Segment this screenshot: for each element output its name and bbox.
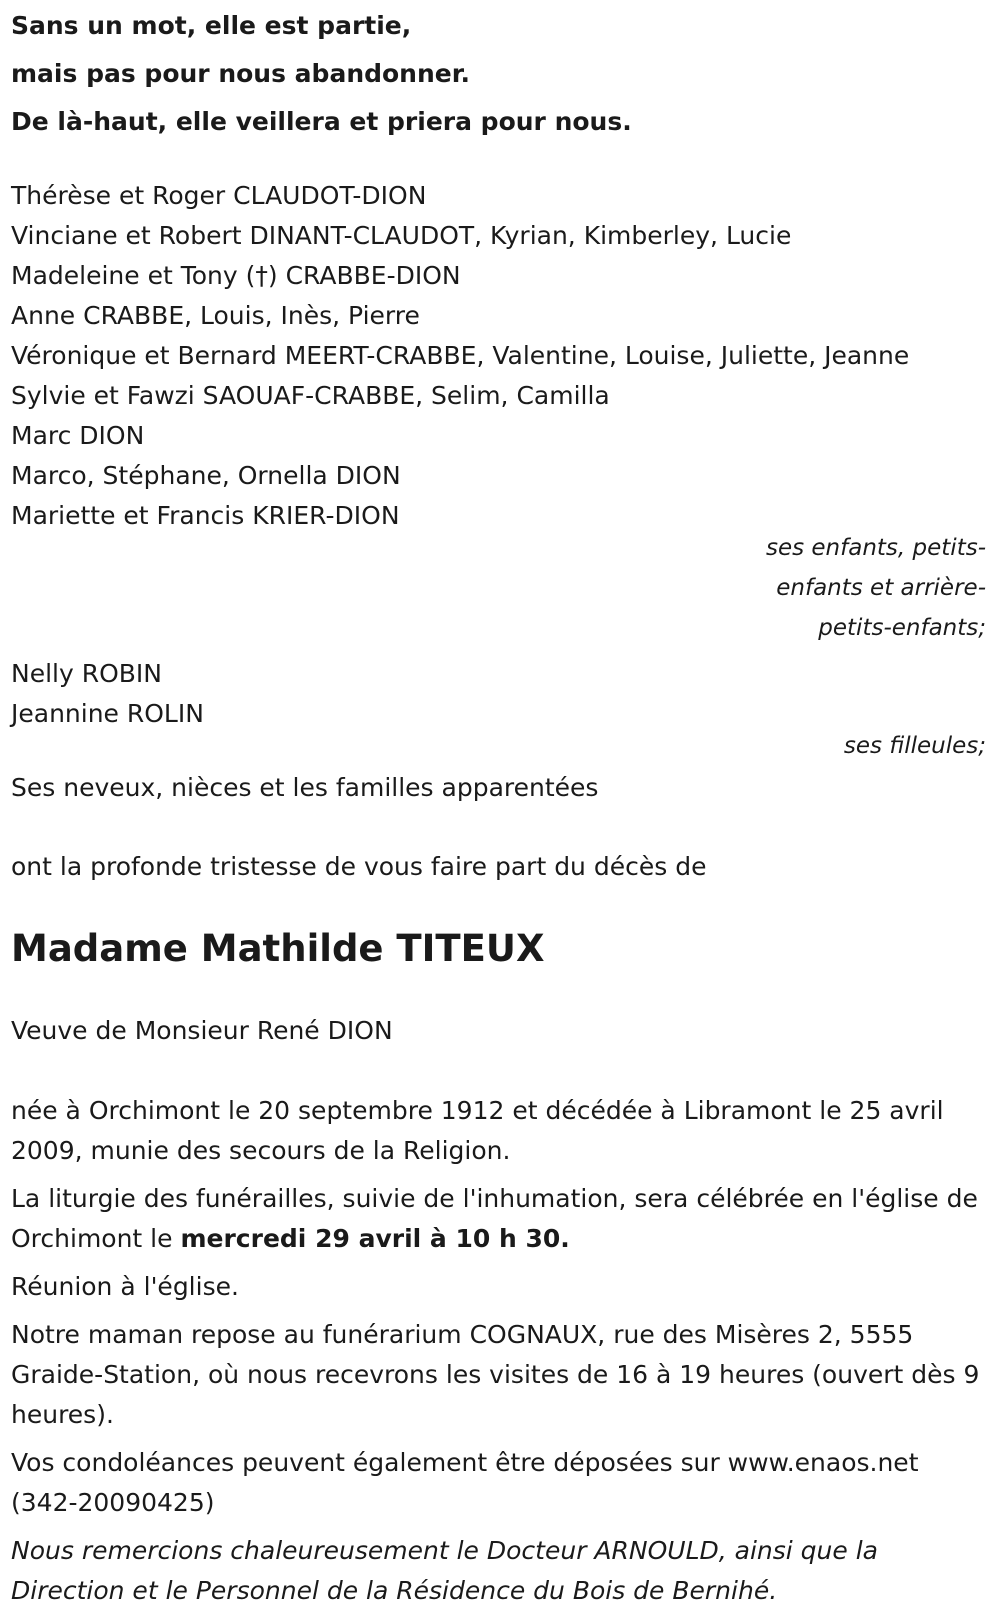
family-line: Thérèse et Roger CLAUDOT-DION — [11, 181, 427, 210]
condolences-details: Vos condoléances peuvent également être déposées sur www.enaos.net (342-20090425) — [11, 1448, 919, 1517]
relatives-line: Ses neveux, nièces et les familles apparentées — [11, 773, 599, 802]
widow-of: Veuve de Monsieur René DION — [11, 1016, 393, 1045]
family-line: Marc DION — [11, 421, 145, 450]
poem-line: De là-haut, elle veillera et priera pour nous. — [11, 107, 632, 136]
thanks-note: Nous remercions chaleureusement le Docteur ARNOULD, ainsi que la Direction et le Personnel de la Résidence du Bois de Bernihé. — [11, 1536, 878, 1605]
family-line: Mariette et Francis KRIER-DION — [11, 501, 400, 530]
family-line: Sylvie et Fawzi SAOUAF-CRABBE, Selim, Camilla — [11, 381, 610, 410]
family-line: Jeannine ROLIN — [11, 699, 204, 728]
deceased-name: Madame Mathilde TITEUX — [11, 927, 545, 970]
funeral-home-details: Notre maman repose au funérarium COGNAUX, rue des Misères 2, 5555 Graide-Station, où nous recevrons les visites de 16 à 19 heures (ouvert dès 9 heures). — [11, 1320, 980, 1429]
poem-line: Sans un mot, elle est partie, — [11, 11, 412, 40]
goddaughters-list — [11, 654, 986, 734]
children-list — [11, 176, 986, 536]
family-line: Vinciane et Robert DINANT-CLAUDOT, Kyrian, Kimberley, Lucie — [11, 221, 792, 250]
meeting-place: Réunion à l'église. — [11, 1272, 239, 1301]
poem-line: mais pas pour nous abandonner. — [11, 59, 470, 88]
goddaughters-role: ses filleules; — [843, 733, 986, 759]
family-line: Véronique et Bernard MEERT-CRABBE, Valentine, Louise, Juliette, Jeanne — [11, 341, 910, 370]
family-line: Nelly ROBIN — [11, 659, 162, 688]
children-role: ses enfants, petits-enfants et arrière-petits-enfants; — [765, 535, 986, 641]
liturgy-details — [11, 1179, 986, 1259]
family-line: Anne CRABBE, Louis, Inès, Pierre — [11, 301, 420, 330]
family-line: Marco, Stéphane, Ornella DION — [11, 461, 401, 490]
poem — [11, 0, 986, 146]
liturgy-text: La liturgie des funérailles, suivie de l'inhumation, sera célébrée en l'église de Orchimont le — [11, 1184, 978, 1253]
liturgy-date: mercredi 29 avril à 10 h 30. — [180, 1224, 570, 1253]
family-line: Madeleine et Tony (†) CRABBE-DION — [11, 261, 461, 290]
announcement: ont la profonde tristesse de vous faire part du décès de — [11, 852, 707, 881]
obituary-notice — [11, 0, 986, 1611]
birth-death-details: née à Orchimont le 20 septembre 1912 et décédée à Libramont le 25 avril 2009, munie des secours de la Religion. — [11, 1096, 944, 1165]
